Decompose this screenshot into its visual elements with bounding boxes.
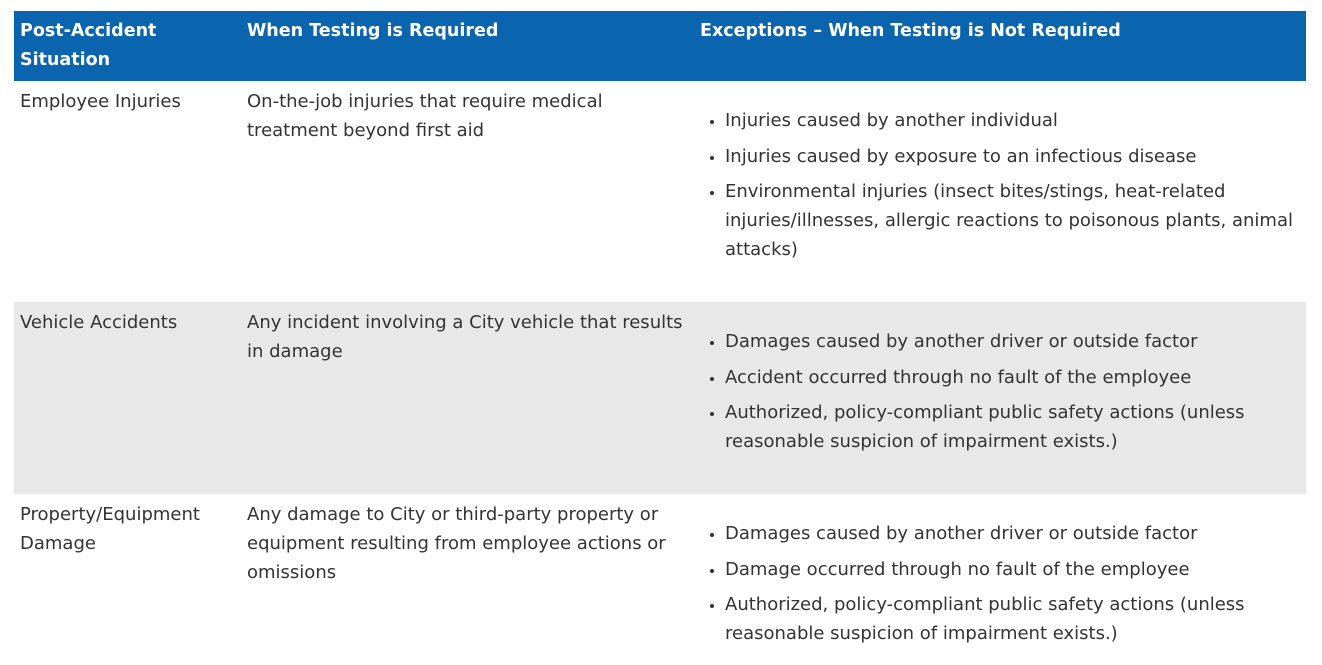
post-accident-testing-table (14, 11, 1306, 665)
exceptions-list (700, 106, 1300, 264)
header-row (14, 11, 1306, 81)
header-required: When Testing is Required (241, 11, 694, 81)
exceptions-cell (694, 494, 1306, 665)
exception-item: • Authorized, policy-compliant public safety actions (unless reasonable suspicion of impairment exists.) (725, 398, 1300, 456)
exception-item: • Damage occurred through no fault of the employee (725, 555, 1300, 584)
exception-item: • Environmental injuries (insect bites/stings, heat-related injuries/illnesses, allergic reactions to poisonous plants, animal attacks) (725, 177, 1300, 264)
exception-item: • Injuries caused by exposure to an infectious disease (725, 142, 1300, 171)
exception-item: • Authorized, policy-compliant public safety actions (unless reasonable suspicion of impairment exists.) (725, 590, 1300, 648)
exceptions-list (700, 519, 1300, 648)
exception-item: • Damages caused by another driver or outside factor (725, 327, 1300, 356)
required-cell: Any incident involving a City vehicle that results in damage (241, 302, 694, 494)
exceptions-cell (694, 302, 1306, 494)
table-row (14, 81, 1306, 302)
post-accident-testing-table-container (14, 11, 1306, 665)
exceptions-list (700, 327, 1300, 456)
required-cell: On-the-job injuries that require medical treatment beyond first aid (247, 91, 603, 141)
table-row (14, 494, 1306, 665)
exception-item: • Injuries caused by another individual (725, 106, 1300, 135)
header-situation: Post-Accident Situation (14, 11, 241, 81)
situation-cell: Employee Injuries (20, 91, 181, 112)
situation-cell: Vehicle Accidents (14, 302, 241, 494)
table-header (14, 11, 1306, 81)
table-body (14, 81, 1306, 665)
required-cell: Any damage to City or third-party property or equipment resulting from employee actions or omissions (247, 504, 666, 583)
exceptions-cell (694, 81, 1306, 302)
header-exceptions: Exceptions – When Testing is Not Required (694, 11, 1306, 81)
situation-cell: Property/Equipment Damage (20, 504, 200, 554)
table-row (14, 302, 1306, 494)
exception-item: • Accident occurred through no fault of the employee (725, 363, 1300, 392)
exception-item: • Damages caused by another driver or outside factor (725, 519, 1300, 548)
